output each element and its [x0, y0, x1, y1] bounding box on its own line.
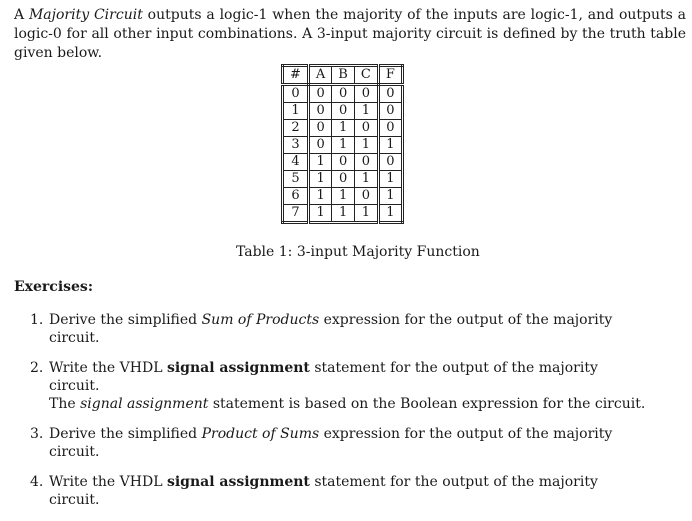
table-caption: Table 1: 3-input Majority Function: [236, 244, 480, 260]
cell-a: 0: [308, 137, 331, 154]
cell-b: 1: [332, 205, 355, 223]
exercise-text-part: statement for the output of the majority circuit.: [49, 360, 598, 394]
exercise-text-part: The: [49, 396, 81, 412]
exercise-item: [30, 359, 649, 413]
truth-table-row: [283, 85, 403, 103]
truth-table-row: [283, 103, 403, 120]
truth-table-row: [283, 188, 403, 205]
cell-index: 5: [283, 171, 309, 188]
cell-b: 0: [332, 85, 355, 103]
cell-c: 0: [354, 85, 378, 103]
exercise-term: signal assignment: [80, 396, 209, 412]
cell-index: 1: [283, 103, 309, 120]
truth-table-body: [283, 85, 403, 223]
exercise-text: [49, 311, 649, 347]
cell-f: 1: [378, 205, 402, 223]
cell-c: 0: [354, 188, 378, 205]
exercise-text: [49, 473, 649, 509]
exercise-term: Product of Sums: [201, 426, 320, 442]
cell-a: 0: [308, 120, 331, 137]
exercise-text-part: Write the VHDL: [49, 474, 167, 490]
cell-b: 0: [332, 171, 355, 188]
cell-a: 1: [308, 205, 331, 223]
cell-index: 4: [283, 154, 309, 171]
cell-c: 1: [354, 103, 378, 120]
header-a: A: [308, 66, 331, 85]
cell-a: 0: [308, 103, 331, 120]
header-b: B: [332, 66, 355, 85]
cell-f: 1: [378, 188, 402, 205]
cell-c: 1: [354, 205, 378, 223]
cell-index: 2: [283, 120, 309, 137]
intro-paragraph: [14, 6, 686, 63]
exercise-item: [30, 473, 649, 509]
cell-index: 0: [283, 85, 309, 103]
cell-a: 1: [308, 154, 331, 171]
exercise-text-part: expression for the output of the majority circuit.: [49, 426, 613, 460]
exercise-number: 4.: [30, 474, 44, 490]
exercise-text-part: statement for the output of the majority circuit.: [49, 474, 598, 508]
cell-f: 0: [378, 154, 402, 171]
header-c: C: [354, 66, 378, 85]
cell-c: 1: [354, 171, 378, 188]
cell-a: 1: [308, 188, 331, 205]
cell-f: 0: [378, 120, 402, 137]
exercise-text-part: Derive the simplified: [49, 312, 202, 328]
cell-b: 1: [332, 137, 355, 154]
cell-b: 0: [332, 154, 355, 171]
cell-index: 3: [283, 137, 309, 154]
cell-a: 0: [308, 85, 331, 103]
intro-text-2: outputs a logic-1 when the majority of the inputs are logic-1, and outputs a logic-0 for all other input combinations. A 3-input majority circuit is defined by the truth table given below.: [14, 7, 687, 61]
cell-f: 0: [378, 103, 402, 120]
exercise-number: 2.: [30, 360, 44, 376]
header-f: F: [378, 66, 402, 85]
exercise-text-part: Derive the simplified: [49, 426, 202, 442]
intro-text-1: A: [14, 7, 29, 23]
exercise-term: Sum of Products: [201, 312, 320, 328]
exercise-list: [30, 311, 649, 521]
truth-table-header-row: [283, 66, 403, 85]
exercise-number: 3.: [30, 426, 44, 442]
cell-b: 1: [332, 188, 355, 205]
exercise-number: 1.: [30, 312, 44, 328]
exercise-text: [49, 359, 649, 413]
cell-b: 1: [332, 120, 355, 137]
exercise-item: [30, 311, 649, 347]
exercise-text-part: Write the VHDL: [49, 360, 167, 376]
truth-table: [281, 64, 404, 224]
truth-table-container: [281, 64, 404, 224]
cell-index: 6: [283, 188, 309, 205]
cell-b: 0: [332, 103, 355, 120]
cell-c: 0: [354, 120, 378, 137]
cell-c: 1: [354, 137, 378, 154]
cell-f: 1: [378, 171, 402, 188]
cell-f: 0: [378, 85, 402, 103]
cell-index: 7: [283, 205, 309, 223]
exercises-title: Exercises:: [14, 279, 93, 295]
truth-table-row: [283, 137, 403, 154]
truth-table-row: [283, 171, 403, 188]
cell-a: 1: [308, 171, 331, 188]
cell-c: 0: [354, 154, 378, 171]
exercise-term: signal assignment: [166, 474, 310, 490]
exercise-text-part: expression for the output of the majority circuit.: [49, 312, 613, 346]
intro-term: Majority Circuit: [28, 7, 143, 23]
exercise-text-part: statement is based on the Boolean expression for the circuit.: [208, 396, 646, 412]
truth-table-row: [283, 205, 403, 223]
cell-f: 1: [378, 137, 402, 154]
header-index: #: [283, 66, 309, 85]
exercise-term: signal assignment: [166, 360, 310, 376]
truth-table-row: [283, 154, 403, 171]
truth-table-row: [283, 120, 403, 137]
